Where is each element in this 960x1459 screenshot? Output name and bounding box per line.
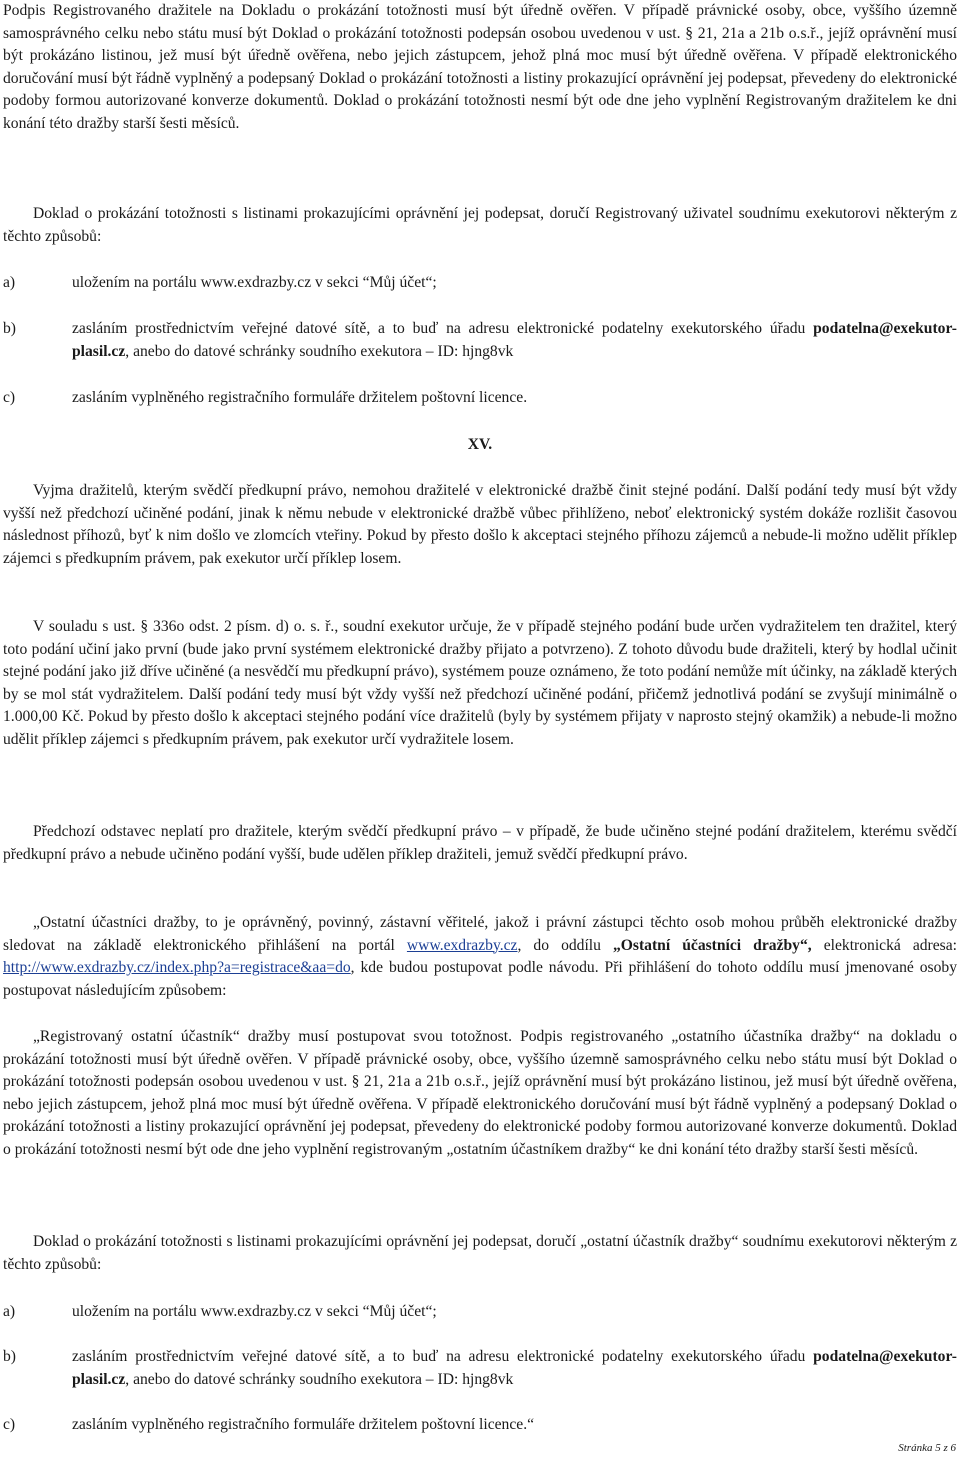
portal-link[interactable]: www.exdrazby.cz — [406, 936, 518, 954]
paragraph-bid-priority: V souladu s ust. § 336o odst. 2 písm. d) o. s. ř., soudní exekutor určuje, že v případě stejného podání bude určen vydražitelem ten dražitel, který toto podání učiní jako první (bude jako první systémem elektronické dražby přijato a potvrzeno). Z tohoto důvodu bude dražiteli, který by hodlal učinit stejné podání jako již dříve učiněné (a nesvědčí mu předkupní právo), systémem pouze oznámeno, že toto podání nemůže mít účinky, na základě kterých by se mol stát vydražitelem. Další podání tedy musí být vždy vyšší než předchozí učiněné podání, přičemž jednotlivá podání se zvyšují minimálně o 1.000,00 Kč. Pokud by přesto došlo k akceptaci stejného podání více dražitelů (byly by systémem přijaty v naprosto stejný okamžik) a nebude-li možno udělit příklep zájemci s předkupním právem, pak exekutor určí vydražitele losem. — [3, 618, 957, 748]
list-item-text: zasláním vyplněného registračního formuláře držitelem poštovní licence. — [72, 389, 528, 406]
list-item-text: zasláním vyplněného registračního formuláře držitelem poštovní licence.“ — [72, 1416, 535, 1433]
paragraph-other-participants — [3, 912, 957, 1002]
text-run: zasláním prostřednictvím veřejné datové sítě, a to buď na adresu elektronické podatelny exekutorského úřadu — [72, 1348, 814, 1365]
text-run: Podpis Registrovaného dražitele na Dokladu o prokázání totožnosti musí být úředně ověřen. V případě právnické osoby, obce, vyššího územně samosprávného celku nebo státu musí být Doklad o prokázání totožnosti podepsán osobou uvedenou v ust. § 21, 21a a 21b o.s.ř., jejíž oprávnění musí být prokázáno listinou, jež musí být úředně ověřena, nebo jejich zástupcem, jehož plná moc musí být úředně ověřena. — [3, 2, 957, 65]
list-marker: c) — [3, 1416, 16, 1433]
list-item — [3, 318, 957, 363]
list-item — [3, 1346, 957, 1391]
list-item — [3, 387, 957, 410]
list-marker: b) — [3, 1348, 16, 1365]
text-run: „Ostatní účastníci dražby, to je oprávněný, povinný, zástavní věřitelé, jakož i právní zástupci těchto osob mohou průběh elektronické dražby sledovat na základě elektronického přihlášení na portál — [3, 914, 957, 954]
paragraph-registered-participant: „Registrovaný ostatní účastník“ dražby musí postupovat svou totožnost. Podpis registrovaného „ostatního účastníka dražby“ na dokladu o prokázání totožnosti musí být úředně ověřen. V případě právnické osoby, obce, vyššího územně samosprávného celku nebo státu musí být Doklad o prokázání totožnosti podepsán osobou uvedenou v ust. § 21, 21a a 21b o.s.ř., jejíž oprávnění musí být prokázáno listinou, jež musí být úředně ověřena, nebo jejich zástupcem, jehož plná moc musí být úředně ověřena. V případě elektronického doručování musí být řádně vyplněný a podepsaný Doklad o prokázání totožnosti a listiny prokazující oprávnění jej podepsat, převedeny do elektronické podoby formou autorizované konverze dokumentů. Doklad o prokázání totožnosti nesmí být ode dne jeho vyplnění registrovaným „ostatním účastníkem dražby“ ke dni konání této dražby starší šesti měsíců. — [3, 1028, 957, 1158]
list-item-text: uložením na portálu www.exdrazby.cz v sekci “Můj účet“; — [72, 274, 437, 291]
email-address: podatelna@exekutor-plasil.cz — [72, 1348, 957, 1388]
list-marker: a) — [3, 1303, 16, 1320]
text-run: , do oddílu — [517, 936, 613, 954]
list-item — [3, 1414, 957, 1437]
registration-link[interactable]: http://www.exdrazby.cz/index.php?a=registrace&aa=do — [3, 959, 351, 977]
paragraph-equal-bids: Vyjma dražitelů, kterým svědčí předkupní právo, nemohou dražitelé v elektronické dražbě činit stejné podání. Další podání tedy musí být vždy vyšší než předchozí učiněné podání, jinak k němu nebude v elektronické dražbě vůbec přihlíženo, neboť elektronický systém dokáže rozlišit časovou následnost příhozů, byť k nim došlo ve zlomcích vteřiny. Pokud by přesto došlo k akceptaci stejného příhozu zájemců a nebude-li možno udělit příklep zájemci s předkupním právem, pak exekutor určí příklep losem. — [3, 482, 957, 567]
list-item-text — [72, 318, 957, 363]
list-item-text — [72, 1346, 957, 1391]
paragraph-signature-verification — [3, 0, 957, 136]
list-marker: c) — [3, 389, 16, 406]
paragraph-delivery-intro: Doklad o prokázání totožnosti s listinami prokazujícími oprávnění jej podepsat, doručí Registrovaný uživatel soudnímu exekutorovi některým z těchto způsobů: — [3, 205, 957, 245]
text-run: zasláním prostřednictvím veřejné datové sítě, a to buď na adresu elektronické podatelny exekutorského úřadu — [72, 320, 814, 337]
list-item — [3, 1301, 957, 1324]
text-run: V případě elektronického doručování musí být řádně vyplněný a podepsaný Doklad o prokázání totožnosti a listiny prokazující oprávnění jej podepsat, převedeny do elektronické podoby formou autorizované konverze dokumentů. Doklad o prokázání totožnosti nesmí být ode dne jeho vyplnění Registrovaným dražitelem ke dni konání této dražby starší šesti měsíců. — [3, 47, 957, 132]
page-number: Stránka 5 z 6 — [898, 1442, 956, 1454]
list-item-text: uložením na portálu www.exdrazby.cz v sekci “Můj účet“; — [72, 1303, 437, 1320]
paragraph-preemptive-right: Předchozí odstavec neplatí pro dražitele, kterým svědčí předkupní právo – v případě, že bude učiněno stejné podání dražitelem, kterému svědčí předkupní právo a nebude učiněno podání vyšší, bude udělen příklep dražiteli, jemuž svědčí předkupní právo. — [3, 823, 957, 863]
list-marker: a) — [3, 274, 16, 291]
section-name: „Ostatní účastníci dražby“, — [612, 936, 812, 954]
text-run: , anebo do datové schránky soudního exekutora – ID: hjng8vk — [125, 342, 514, 360]
list-marker: b) — [3, 320, 16, 337]
text-run: elektronická adresa: — [811, 936, 957, 954]
email-address: podatelna@exekutor-plasil.cz — [72, 320, 957, 360]
text-run: , anebo do datové schránky soudního exekutora – ID: hjng8vk — [125, 1370, 514, 1388]
list-item — [3, 272, 957, 295]
text-run: , kde budou postupovat podle návodu. Při přihlášení do tohoto oddílu musí jmenované osoby postupovat následujícím způsobem: — [3, 959, 957, 999]
section-heading: XV. — [467, 436, 493, 453]
paragraph-delivery-intro-participant: Doklad o prokázání totožnosti s listinami prokazujícími oprávnění jej podepsat, doručí „ostatní účastník dražby“ soudnímu exekutorovi některým z těchto způsobů: — [3, 1233, 957, 1273]
